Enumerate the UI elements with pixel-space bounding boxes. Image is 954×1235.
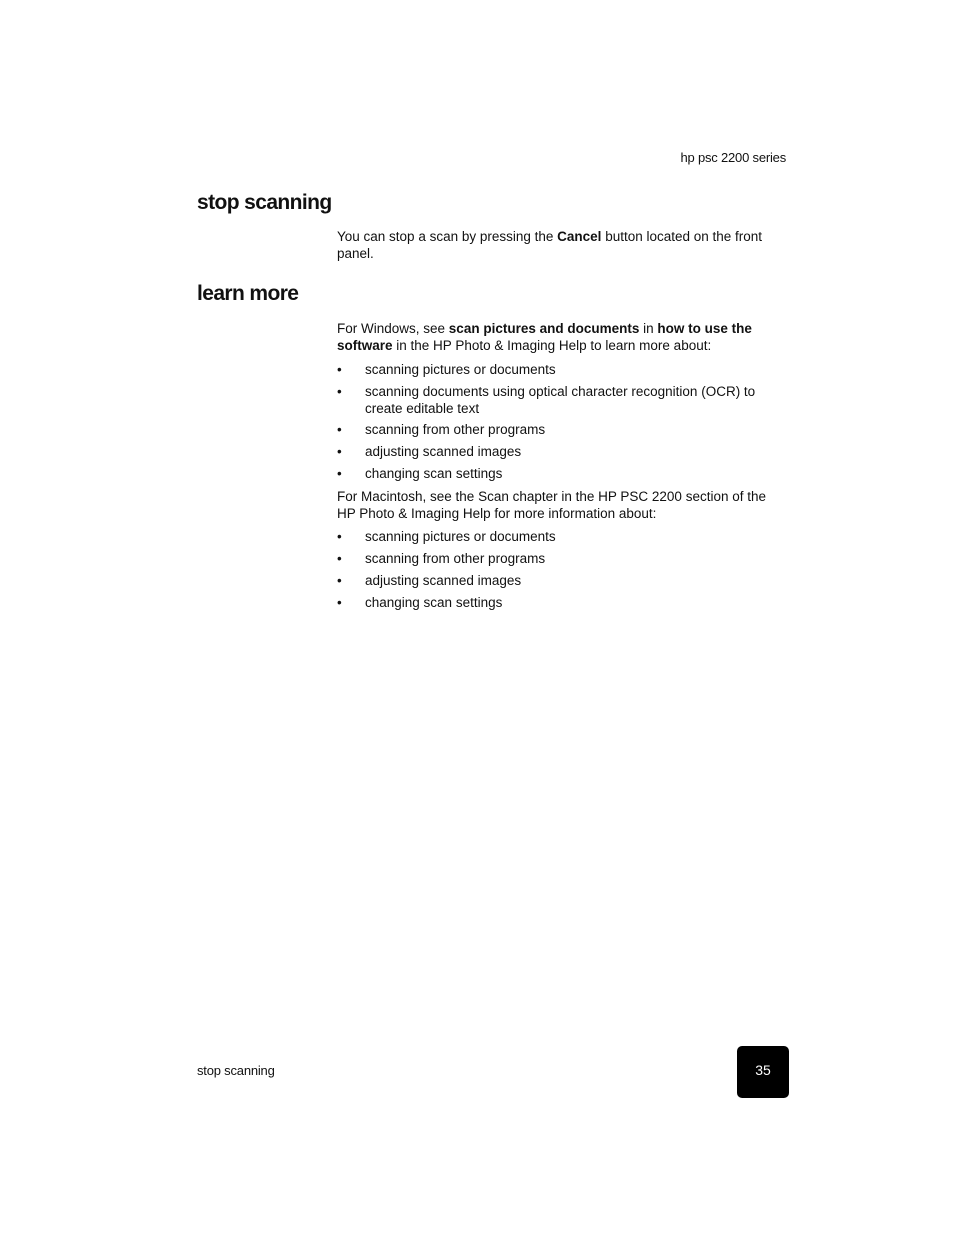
list-item-text: scanning pictures or documents xyxy=(365,529,556,544)
list-item-text: scanning documents using optical character recognition (OCR) to create editable text xyxy=(365,384,756,416)
page-number: 35 xyxy=(755,1062,771,1078)
bullet-icon: • xyxy=(337,573,342,588)
page-number-badge xyxy=(737,1046,789,1098)
bullet-icon: • xyxy=(337,551,342,566)
list-item xyxy=(337,443,787,460)
topic-reference: how to use the software xyxy=(337,321,752,353)
list-item-text: adjusting scanned images xyxy=(365,444,522,459)
list-item-text: changing scan settings xyxy=(365,595,503,610)
stop-scanning-paragraph xyxy=(337,228,787,262)
footer-section-label: stop scanning xyxy=(197,1063,275,1078)
text-run: in xyxy=(639,321,658,336)
bullet-icon: • xyxy=(337,384,342,399)
mac-bullet-list xyxy=(337,528,787,611)
bullet-icon: • xyxy=(337,466,342,481)
list-item xyxy=(337,361,787,378)
text-run: button located on the front panel. xyxy=(337,229,763,261)
list-item xyxy=(337,550,787,567)
list-item-text: adjusting scanned images xyxy=(365,573,522,588)
cancel-button-reference: Cancel xyxy=(557,229,602,244)
list-item xyxy=(337,383,787,417)
learn-more-body xyxy=(337,320,787,611)
list-item-text: scanning pictures or documents xyxy=(365,362,556,377)
windows-intro-paragraph xyxy=(337,320,787,354)
bullet-icon: • xyxy=(337,595,342,610)
mac-intro-paragraph: For Macintosh, see the Scan chapter in the HP PSC 2200 section of the HP Photo & Imaging Help for more information about: xyxy=(337,489,766,521)
text-run: in the HP Photo & Imaging Help to learn more about: xyxy=(392,338,712,353)
list-item xyxy=(337,528,787,545)
running-header: hp psc 2200 series xyxy=(680,150,786,165)
topic-reference: scan pictures and documents xyxy=(448,321,640,336)
list-item xyxy=(337,421,787,438)
section-title-stop-scanning: stop scanning xyxy=(197,191,332,214)
bullet-icon: • xyxy=(337,422,342,437)
text-run: For Windows, see xyxy=(337,321,449,336)
text-run: You can stop a scan by pressing the xyxy=(337,229,558,244)
section-title-learn-more: learn more xyxy=(197,282,299,305)
list-item xyxy=(337,594,787,611)
list-item-text: scanning from other programs xyxy=(365,551,546,566)
windows-bullet-list xyxy=(337,361,787,482)
list-item-text: changing scan settings xyxy=(365,466,503,481)
list-item xyxy=(337,572,787,589)
bullet-icon: • xyxy=(337,444,342,459)
bullet-icon: • xyxy=(337,529,342,544)
list-item-text: scanning from other programs xyxy=(365,422,546,437)
stop-scanning-body xyxy=(337,228,787,262)
list-item xyxy=(337,465,787,482)
bullet-icon: • xyxy=(337,362,342,377)
